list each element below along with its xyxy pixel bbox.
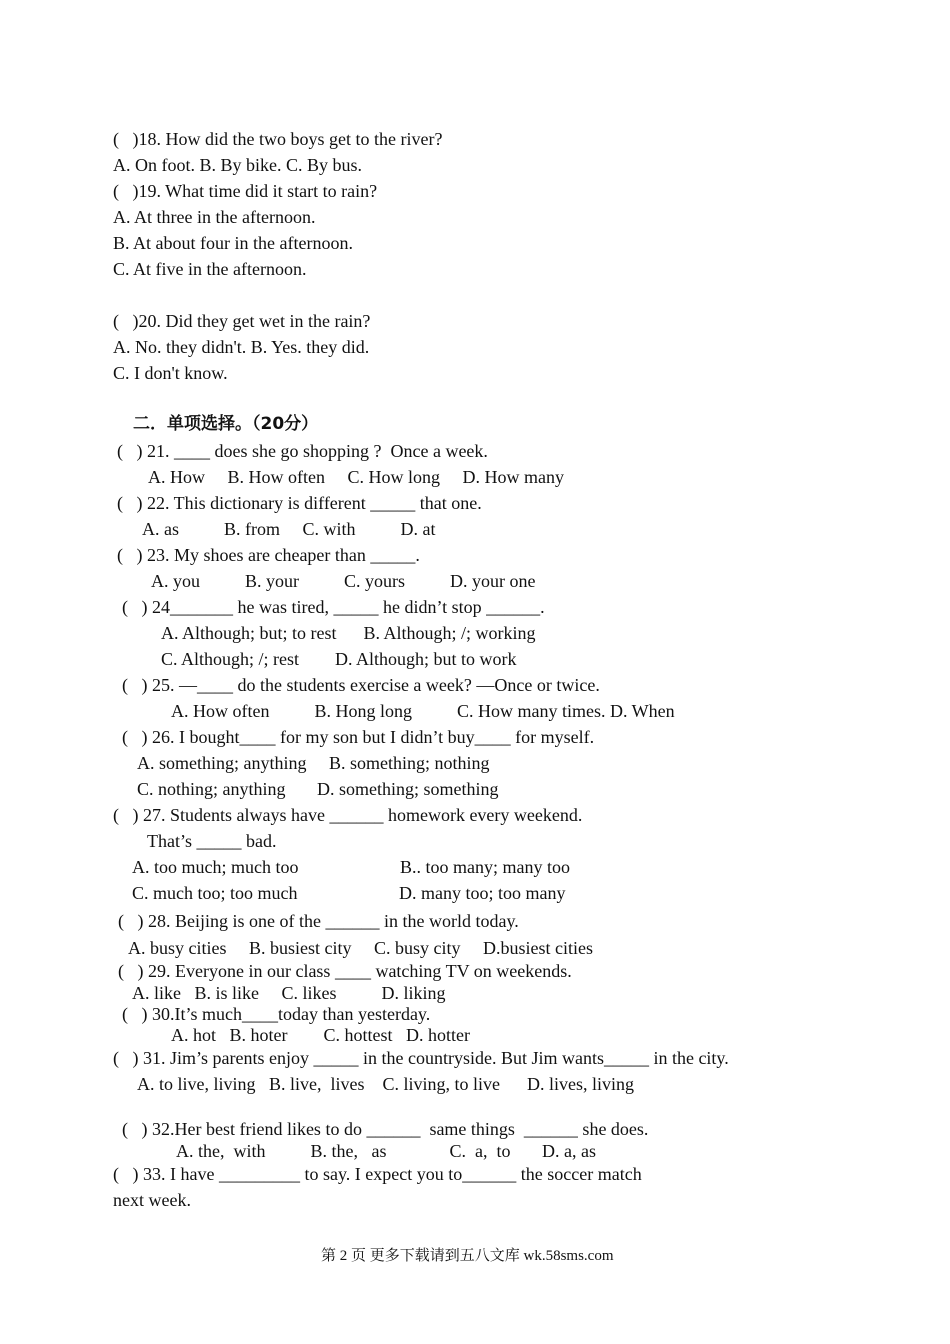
question-18: ( )18. How did the two boys get to the river? (113, 129, 443, 149)
options-31: A. to live, living B. live, lives C. living, to live D. lives, living (137, 1074, 634, 1094)
question-33-cont: next week. (113, 1190, 191, 1210)
options-22: A. as B. from C. with D. at (142, 519, 436, 539)
options-24-cd: C. Although; /; rest D. Although; but to work (161, 649, 517, 669)
question-23: ( ) 23. My shoes are cheaper than _____. (117, 545, 420, 565)
options-26-cd: C. nothing; anything D. something; something (137, 779, 499, 799)
option-19b: B. At about four in the afternoon. (113, 233, 353, 253)
question-27: ( ) 27. Students always have ______ homework every weekend. (113, 805, 583, 825)
question-27-cont: That’s _____ bad. (147, 831, 277, 851)
options-24-ab: A. Although; but; to rest B. Although; /; working (161, 623, 536, 643)
question-25: ( ) 25. —____ do the students exercise a week? —Once or twice. (122, 675, 600, 695)
options-32: A. the, with B. the, as C. a, to D. a, as (176, 1141, 596, 1161)
section-title: 二．单项选择。（20分） (133, 414, 319, 434)
question-32: ( ) 32.Her best friend likes to do ______ same things ______ she does. (122, 1119, 649, 1139)
question-21: ( ) 21. ____ does she go shopping ? Once a week. (117, 441, 488, 461)
option-19a: A. At three in the afternoon. (113, 207, 316, 227)
options-20: A. No. they didn't. B. Yes. they did. (113, 337, 370, 357)
question-20: ( )20. Did they get wet in the rain? (113, 311, 371, 331)
options-23: A. you B. your C. yours D. your one (151, 571, 536, 591)
option-19c: C. At five in the afternoon. (113, 259, 307, 279)
options-29: A. like B. is like C. likes D. liking (132, 983, 446, 1003)
options-21: A. How B. How often C. How long D. How many (148, 467, 564, 487)
question-28: ( ) 28. Beijing is one of the ______ in the world today. (118, 911, 519, 931)
options-25: A. How often B. Hong long C. How many times. D. When (171, 701, 675, 721)
option-27c: C. much too; too much (132, 883, 298, 903)
question-22: ( ) 22. This dictionary is different _____ that one. (117, 493, 482, 513)
question-33: ( ) 33. I have _________ to say. I expect you to______ the soccer match (113, 1164, 642, 1184)
option-27b: B.. too many; many too (400, 857, 570, 877)
question-31: ( ) 31. Jim’s parents enjoy _____ in the countryside. But Jim wants_____ in the city. (113, 1048, 729, 1068)
page-footer: 第 2 页 更多下载请到五八文库 wk.58sms.com (321, 1248, 614, 1264)
question-19: ( )19. What time did it start to rain? (113, 181, 378, 201)
question-29: ( ) 29. Everyone in our class ____ watching TV on weekends. (118, 961, 572, 981)
options-26-ab: A. something; anything B. something; nothing (137, 753, 490, 773)
option-27a: A. too much; much too (132, 857, 299, 877)
options-30: A. hot B. hoter C. hottest D. hotter (171, 1025, 470, 1045)
question-24: ( ) 24_______ he was tired, _____ he didn’t stop ______. (122, 597, 545, 617)
question-26: ( ) 26. I bought____ for my son but I didn’t buy____ for myself. (122, 727, 595, 747)
options-18: A. On foot. B. By bike. C. By bus. (113, 155, 363, 175)
options-28: A. busy cities B. busiest city C. busy city D.busiest cities (128, 938, 593, 958)
option-20c: C. I don't know. (113, 363, 228, 383)
option-27d: D. many too; too many (399, 883, 566, 903)
question-30: ( ) 30.It’s much____today than yesterday. (122, 1004, 431, 1024)
